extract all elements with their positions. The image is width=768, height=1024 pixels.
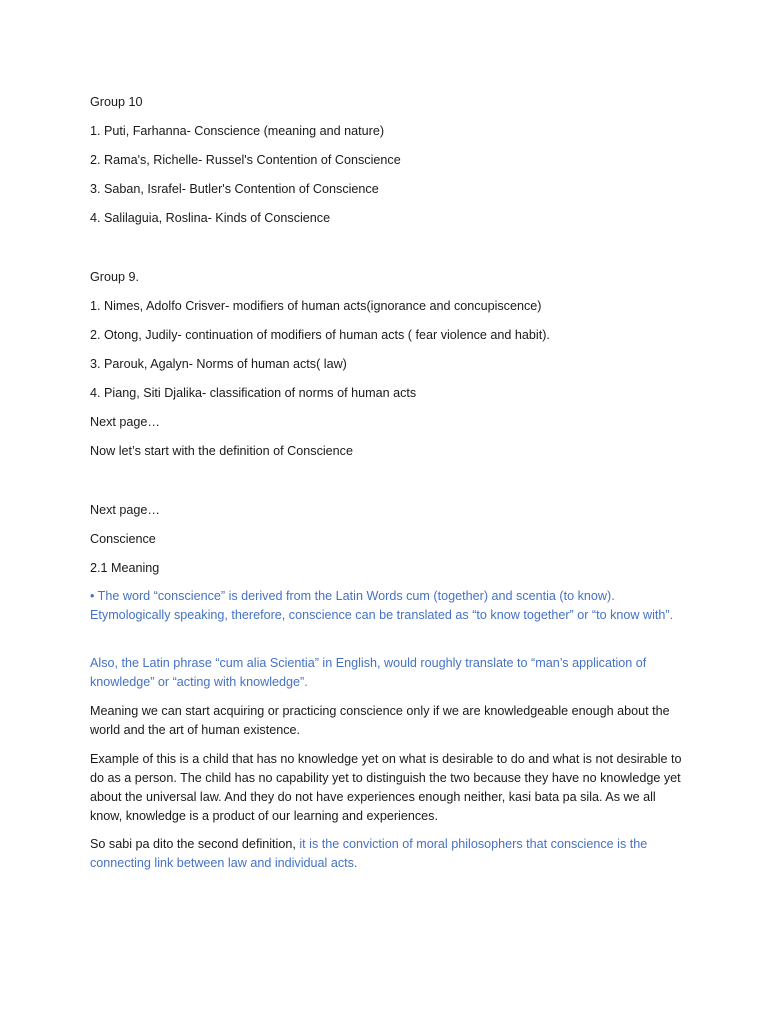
- group-10-item-2: 2. Rama's, Richelle- Russel's Contention of Conscience: [90, 153, 401, 167]
- section-title: Conscience: [90, 532, 156, 546]
- next-page-label-2: Next page…: [90, 503, 161, 517]
- etymology-paragraph: • The word “conscience” is derived from the Latin Words cum (together) and scentia (to know). Etymologically speaking, therefore, conscience can be translated as “to know together” or “to know with”.: [90, 589, 674, 622]
- intro-line: Now let’s start with the definition of Conscience: [90, 444, 353, 458]
- group-10-title: Group 10: [90, 95, 143, 109]
- next-page-label-1: Next page…: [90, 415, 161, 429]
- group-9-item-3: 3. Parouk, Agalyn- Norms of human acts( law): [90, 357, 347, 371]
- second-definition-lead: So sabi pa dito the second definition,: [90, 837, 300, 851]
- group-10-item-3: 3. Saban, Israfel- Butler's Contention of Conscience: [90, 182, 379, 196]
- group-10-item-4: 4. Salilaguia, Roslina- Kinds of Conscience: [90, 211, 331, 225]
- second-definition-paragraph: [90, 835, 682, 873]
- second-definition-highlight: it is the conviction of moral philosophers that conscience is the connecting link between law and individual acts.: [90, 837, 648, 870]
- group-9-item-1: 1. Nimes, Adolfo Crisver- modifiers of human acts(ignorance and concupiscence): [90, 299, 542, 313]
- group-10-item-1: 1. Puti, Farhanna- Conscience (meaning and nature): [90, 124, 385, 138]
- example-paragraph: Example of this is a child that has no knowledge yet on what is desirable to do and what is not desirable to do as a person. The child has no capability yet to distinguish the two because they have no knowledge yet about the universal law. And they do not have experiences enough neither, kasi bata pa sila. As we all know, knowledge is a product of our learning and experiences.: [90, 752, 682, 823]
- group-9-title: Group 9.: [90, 270, 140, 284]
- meaning-paragraph: Meaning we can start acquiring or practicing conscience only if we are knowledgeable enough about the world and the art of human existence.: [90, 704, 670, 737]
- group-9-item-4: 4. Piang, Siti Djalika- classification of norms of human acts: [90, 386, 417, 400]
- subsection-title: 2.1 Meaning: [90, 561, 160, 575]
- latin-phrase-paragraph: Also, the Latin phrase “cum alia Scientia” in English, would roughly translate to “man’s application of knowledge” or “acting with knowledge”.: [90, 656, 647, 689]
- group-9-item-2: 2. Otong, Judily- continuation of modifiers of human acts ( fear violence and habit).: [90, 328, 550, 342]
